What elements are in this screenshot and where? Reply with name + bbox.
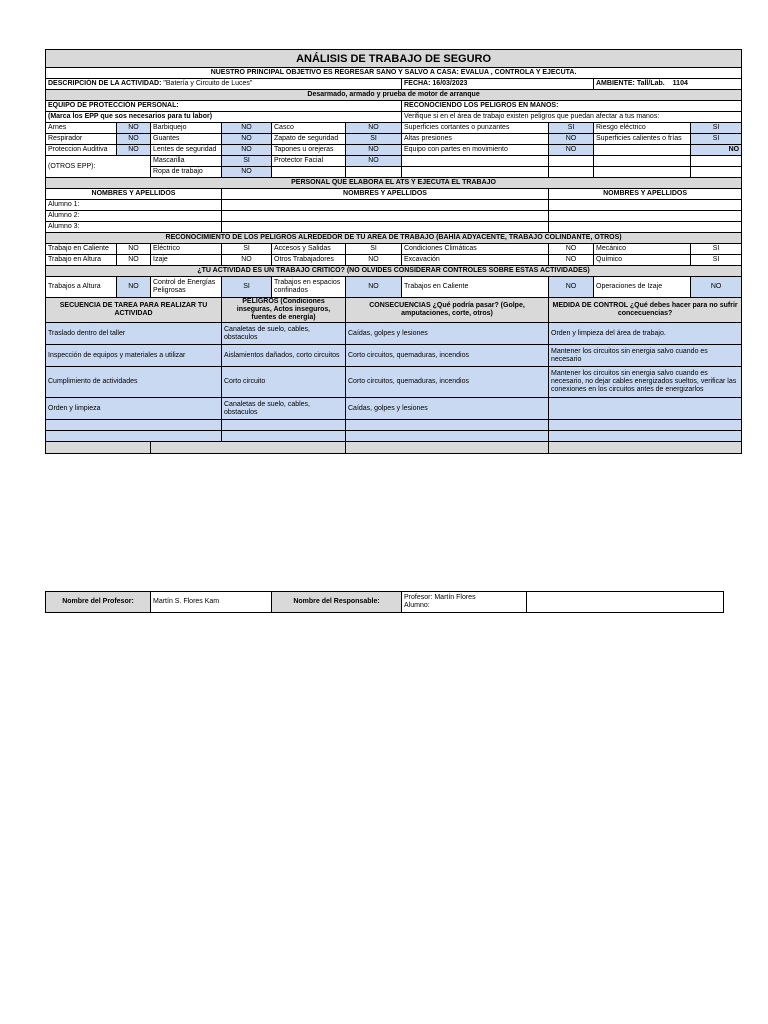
epp-item: Ropa de trabajo: [151, 167, 222, 178]
names-column-header: NOMBRES Y APELLIDOS: [46, 189, 222, 200]
empty-cell: [272, 167, 346, 178]
task-control[interactable]: [549, 431, 742, 442]
task-sequence[interactable]: Orden y limpieza: [46, 398, 222, 420]
student-name-field[interactable]: [549, 200, 742, 211]
empty-cell: [46, 442, 151, 454]
student-name-field[interactable]: [222, 211, 549, 222]
date-value: 16/03/2023: [432, 80, 468, 87]
task-consequence[interactable]: Caídas, golpes y lesiones: [346, 323, 549, 345]
signature-table: [45, 591, 724, 613]
task-sequence[interactable]: [46, 431, 222, 442]
activity-value: "Batería y Circuito de Luces": [163, 80, 253, 87]
task-control[interactable]: Mantener los circuitos sin energia salvo cuando es necesario, no dejar cables energizados sueltos, verificar las conexiones en los circuitos antes de energizarlos: [549, 367, 742, 398]
hand-hazard-item: Riesgo eléctrico: [594, 123, 691, 134]
names-column-header: NOMBRES Y APELLIDOS: [549, 189, 742, 200]
task-consequence[interactable]: Corto circuitos, quemaduras, incendios: [346, 345, 549, 367]
task-row: [46, 420, 742, 431]
task-consequence[interactable]: [346, 431, 549, 442]
critical-item: Operaciones de Izaje: [594, 277, 691, 298]
task-sequence[interactable]: Inspección de equipos y materiales a utilizar: [46, 345, 222, 367]
activity-subtitle: Desarmado, armado y prueba de motor de arranque: [46, 90, 742, 101]
hand-hazard-answer[interactable]: NO: [691, 145, 742, 156]
hands-header: RECONOCIENDO LOS PELIGROS EN MANOS:: [402, 101, 742, 112]
hazard-item: Otros Trabajadores: [272, 255, 346, 266]
responsible-label: Nombre del Responsable:: [272, 592, 402, 613]
environment-value: 1104: [672, 80, 688, 87]
environment-label: AMBIENTE: Tall/Lab.: [596, 80, 665, 87]
hazard-answer[interactable]: SI: [691, 244, 742, 255]
tasks-header-row: [46, 298, 742, 323]
objective-banner: NUESTRO PRINCIPAL OBJETIVO ES REGRESAR SANO Y SALVO A CASA: EVALUA , CONTROLA Y EJECUTA.: [46, 68, 742, 79]
hazard-answer[interactable]: NO: [549, 244, 594, 255]
hazard-answer[interactable]: NO: [222, 255, 272, 266]
student-name-field[interactable]: [549, 222, 742, 233]
professor-label: Nombre del Profesor:: [46, 592, 151, 613]
task-hazard[interactable]: [222, 431, 346, 442]
activity-label: DESCRIPCIÓN DE LA ACTIVIDAD:: [48, 80, 162, 87]
hazard-answer[interactable]: NO: [117, 255, 151, 266]
hazard-item: Eléctrico: [151, 244, 222, 255]
epp-item: Mascarilla: [151, 156, 222, 167]
hazard-item: Condiciones Climáticas: [402, 244, 549, 255]
epp-item: Respirador: [46, 134, 117, 145]
student-row: [46, 222, 742, 233]
epp-header: EQUIPO DE PROTECCIÓN PERSONAL:: [46, 101, 402, 112]
epp-answer[interactable]: NO: [346, 123, 402, 134]
critical-answer[interactable]: NO: [549, 277, 594, 298]
epp-item: Lentes de seguridad: [151, 145, 222, 156]
empty-cell: [346, 167, 402, 178]
epp-answer[interactable]: NO: [346, 156, 402, 167]
task-sequence[interactable]: Cumplimiento de actividades: [46, 367, 222, 398]
empty-cell: [549, 167, 594, 178]
student-row: [46, 211, 742, 222]
task-row: [46, 323, 742, 345]
surrounding-row: [46, 255, 742, 266]
task-row: [46, 345, 742, 367]
epp-item: Zapato de seguridad: [272, 134, 346, 145]
otros-epp-label: (OTROS EPP):: [46, 156, 151, 178]
epp-item: Protector Facial: [272, 156, 346, 167]
hazard-answer[interactable]: NO: [117, 244, 151, 255]
task-control[interactable]: Orden y limpieza del área de trabajo.: [549, 323, 742, 345]
hazard-item: Izaje: [151, 255, 222, 266]
form-title: ANÁLISIS DE TRABAJO DE SEGURO: [46, 50, 742, 68]
tasks-consequences-header: CONSECUENCIAS ¿Qué podría pasar? (Golpe, amputaciones, corte, otros): [346, 298, 549, 323]
empty-cell: [691, 156, 742, 167]
date-cell: [402, 79, 594, 90]
task-sequence[interactable]: Traslado dentro del taller: [46, 323, 222, 345]
epp-answer[interactable]: NO: [117, 134, 151, 145]
empty-cell: [594, 167, 691, 178]
critical-answer[interactable]: NO: [117, 277, 151, 298]
hand-hazard-answer[interactable]: SI: [691, 123, 742, 134]
form-bottom-row: [46, 442, 742, 454]
task-sequence[interactable]: [46, 420, 222, 431]
task-control[interactable]: Mantener los circuitos sin energia salvo cuando es necesario: [549, 345, 742, 367]
hazard-answer[interactable]: SI: [346, 244, 402, 255]
epp-item: Tapones u orejeras: [272, 145, 346, 156]
critical-answer[interactable]: NO: [691, 277, 742, 298]
hazard-item: Excavación: [402, 255, 549, 266]
epp-answer[interactable]: NO: [117, 123, 151, 134]
student-name-field[interactable]: [549, 211, 742, 222]
epp-answer[interactable]: NO: [346, 145, 402, 156]
student-label[interactable]: Alumno 3:: [46, 222, 222, 233]
critical-answer[interactable]: SI: [222, 277, 272, 298]
critical-row: [46, 277, 742, 298]
epp-row: [46, 145, 742, 156]
tasks-sequence-header: SECUENCIA DE TAREA PARA REALIZAR TU ACTIVIDAD: [46, 298, 222, 323]
task-row: [46, 431, 742, 442]
personal-header: PERSONAL QUE ELABORA EL ATS Y EJECUTA EL TRABAJO: [46, 178, 742, 189]
hazard-item: Trabajo en Caliente: [46, 244, 117, 255]
hand-hazard-answer[interactable]: NO: [549, 145, 594, 156]
task-hazard[interactable]: Aislamientos dañados, corto circuitos: [222, 345, 346, 367]
hand-hazard-answer[interactable]: SI: [549, 123, 594, 134]
epp-row: [46, 134, 742, 145]
empty-cell: [346, 442, 549, 454]
epp-note: (Marca los EPP que sos necesarios para tu labor): [46, 112, 402, 123]
epp-answer[interactable]: NO: [222, 134, 272, 145]
empty-cell: [402, 167, 549, 178]
date-label: FECHA:: [404, 80, 431, 87]
epp-answer[interactable]: NO: [222, 123, 272, 134]
environment-cell: [594, 79, 742, 90]
surrounding-row: [46, 244, 742, 255]
critical-item: Control de Energías Peligrosas: [151, 277, 222, 298]
epp-item: Casco: [272, 123, 346, 134]
responsible-names[interactable]: [402, 592, 527, 613]
epp-item: Proteccion Auditiva: [46, 145, 117, 156]
hand-hazard-answer[interactable]: SI: [691, 134, 742, 145]
hazard-answer[interactable]: SI: [222, 244, 272, 255]
epp-answer[interactable]: NO: [222, 145, 272, 156]
epp-row: [46, 123, 742, 134]
task-row: [46, 367, 742, 398]
critical-answer[interactable]: NO: [346, 277, 402, 298]
student-name-field[interactable]: [222, 222, 549, 233]
names-column-header: NOMBRES Y APELLIDOS: [222, 189, 549, 200]
task-control[interactable]: [549, 420, 742, 431]
hand-hazard-item: Superficies calientes o frías: [594, 134, 691, 145]
empty-cell: [151, 442, 346, 454]
surroundings-header: RECONOCIMIENTO DE LOS PELIGROS ALREDEDOR DE TU AREA DE TRABAJO (BAHÍA ADYACENTE, TRABAJO COLINDANTE, OTROS): [46, 233, 742, 244]
epp-otros-row: [46, 167, 742, 178]
professor-name[interactable]: Martín S. Flores Kam: [151, 592, 272, 613]
task-hazard[interactable]: Corto circuito: [222, 367, 346, 398]
ats-form: [45, 49, 742, 454]
hand-hazard-answer[interactable]: NO: [549, 134, 594, 145]
critical-item: Trabajos a Altura: [46, 277, 117, 298]
epp-answer[interactable]: NO: [222, 167, 272, 178]
task-hazard[interactable]: Canaletas de suelo, cables, obstaculos: [222, 398, 346, 420]
hands-note: Verifique si en el área de trabajo existen peligros que puedan afectar a tus manos:: [402, 112, 742, 123]
hazard-item: Accesos y Salidas: [272, 244, 346, 255]
epp-answer[interactable]: SI: [346, 134, 402, 145]
task-consequence[interactable]: [346, 420, 549, 431]
tasks-control-header: MEDIDA DE CONTROL ¿Qué debes hacer para no sufrir concecuencias?: [549, 298, 742, 323]
epp-item: Guantes: [151, 134, 222, 145]
responsible-student: Alumno:: [404, 602, 430, 609]
empty-cell: [594, 156, 691, 167]
hand-hazard-item: Superficies cortantes o punzantes: [402, 123, 549, 134]
epp-otros-row: [46, 156, 742, 167]
task-hazard[interactable]: [222, 420, 346, 431]
critical-item: Trabajos en Caliente: [402, 277, 549, 298]
empty-cell: [549, 156, 594, 167]
critical-header: ¿TU ACTIVIDAD ES UN TRABAJO CRITICO? (NO OLVIDES CONSIDERAR CONTROLES SOBRE ESTAS ACTIVIDADES): [46, 266, 742, 277]
epp-answer[interactable]: NO: [117, 145, 151, 156]
student-row: [46, 200, 742, 211]
task-consequence[interactable]: Corto circuitos, quemaduras, incendios: [346, 367, 549, 398]
hazard-item: Químico: [594, 255, 691, 266]
empty-cell: [549, 442, 742, 454]
signature-field[interactable]: [527, 592, 724, 613]
student-label[interactable]: Alumno 2:: [46, 211, 222, 222]
task-consequence[interactable]: Caídas, golpes y lesiones: [346, 398, 549, 420]
epp-item: Arnes: [46, 123, 117, 134]
tasks-hazards-header: PELIGROS (Condiciones inseguras, Actos inseguros, fuentes de energía): [222, 298, 346, 323]
empty-cell: [402, 156, 549, 167]
hand-hazard-item: Equipo con partes en movimiento: [402, 145, 549, 156]
task-hazard[interactable]: Canaletas de suelo, cables, obstaculos: [222, 323, 346, 345]
responsible-professor: Profesor: Martín Flores: [404, 594, 476, 601]
task-control[interactable]: [549, 398, 742, 420]
empty-cell: [691, 167, 742, 178]
student-label[interactable]: Alumno 1:: [46, 200, 222, 211]
student-name-field[interactable]: [222, 200, 549, 211]
activity-description: [46, 79, 402, 90]
critical-item: Trabajos en espacios confinados: [272, 277, 346, 298]
hazard-answer[interactable]: NO: [549, 255, 594, 266]
hazard-item: Trabajo en Altura: [46, 255, 117, 266]
epp-item: Barbiquejo: [151, 123, 222, 134]
task-row: [46, 398, 742, 420]
hazard-answer[interactable]: SI: [691, 255, 742, 266]
hazard-answer[interactable]: NO: [346, 255, 402, 266]
hazard-item: Mecánico: [594, 244, 691, 255]
epp-answer[interactable]: SI: [222, 156, 272, 167]
hand-hazard-item: [594, 145, 691, 156]
hand-hazard-item: Altas presiones: [402, 134, 549, 145]
